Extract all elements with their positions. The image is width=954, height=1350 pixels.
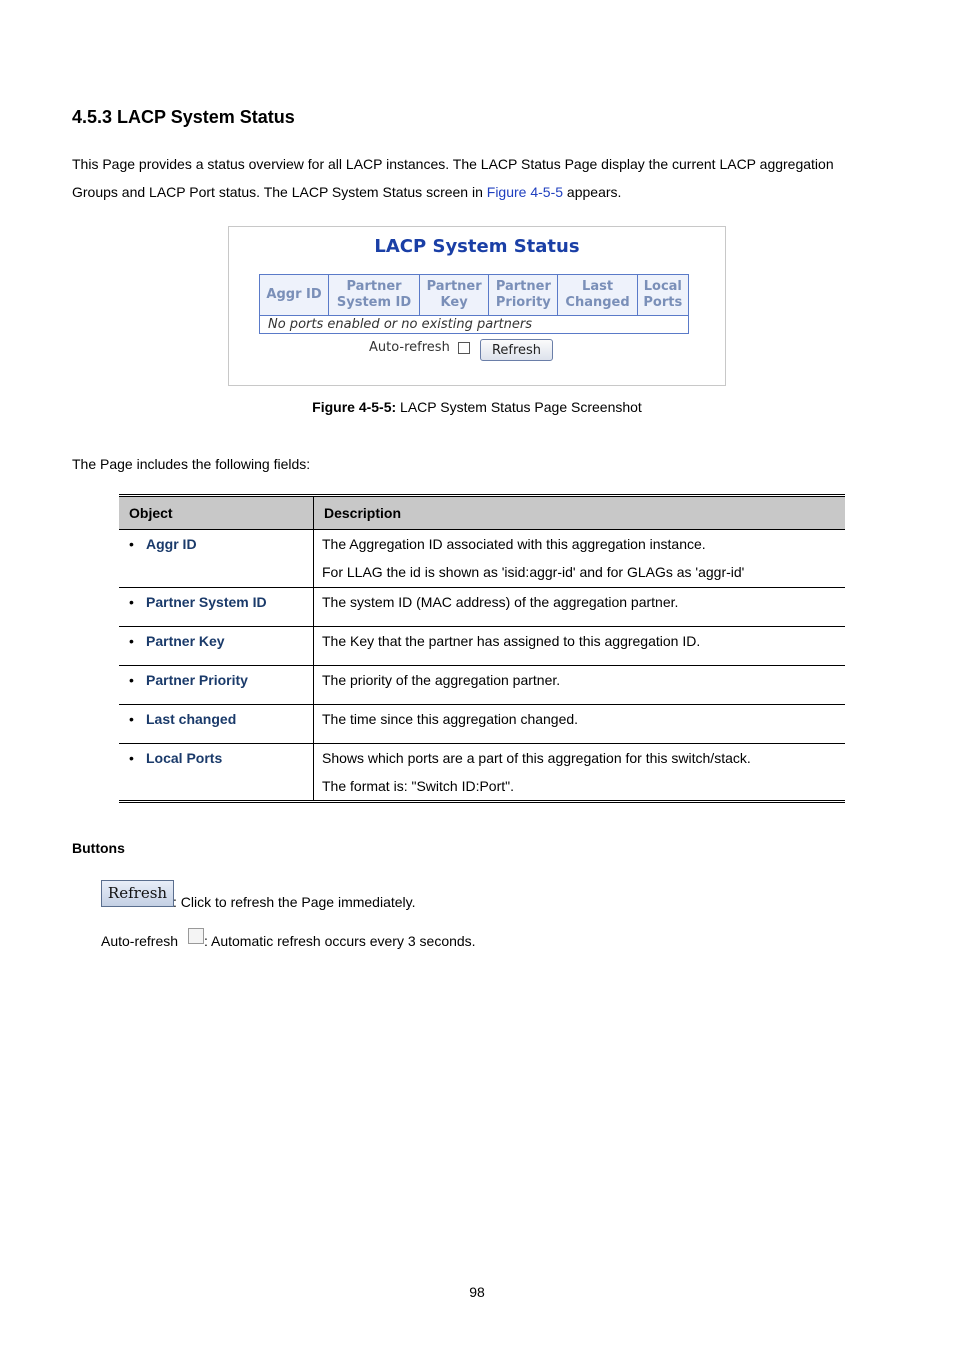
object-cell — [119, 530, 314, 588]
page-number: 98 — [469, 1284, 485, 1300]
table-row — [119, 530, 845, 588]
object-cell — [119, 744, 314, 802]
column-header — [637, 275, 688, 316]
object-name: Partner Key — [146, 633, 225, 649]
column-header — [558, 275, 637, 316]
description-cell — [314, 705, 846, 744]
auto-refresh-checkbox[interactable] — [458, 342, 470, 354]
bullet-icon: • — [129, 633, 134, 649]
column-header — [489, 275, 558, 316]
object-item — [119, 530, 313, 552]
object-cell — [119, 627, 314, 666]
refresh-button-description: : Click to refresh the Page immediately. — [173, 894, 416, 910]
object-name: Aggr ID — [146, 536, 197, 552]
description-cell — [314, 666, 846, 705]
column-header — [260, 275, 329, 316]
screenshot-title: LACP System Status — [374, 236, 580, 257]
description-line: The time since this aggregation changed. — [322, 711, 579, 727]
bullet-icon: • — [129, 672, 134, 688]
empty-message: No ports enabled or no existing partners — [260, 316, 689, 334]
header-description: Description — [314, 496, 846, 530]
column-header-line: Last — [582, 279, 614, 294]
description-cell — [314, 744, 846, 802]
section-heading: 4.5.3 LACP System Status — [72, 107, 295, 127]
table-row — [119, 666, 845, 705]
table-row — [119, 744, 845, 802]
bullet-icon: • — [129, 536, 134, 552]
column-header-line: Priority — [495, 295, 551, 310]
bullet-icon: • — [129, 750, 134, 766]
object-name: Local Ports — [146, 750, 223, 766]
auto-refresh-example-label: Auto-refresh — [101, 933, 179, 949]
buttons-heading: Buttons — [72, 840, 125, 856]
description-line: The Key that the partner has assigned to this aggregation ID. — [322, 633, 701, 649]
intro-text: This Page provides a status overview for all LACP instances. The LACP Status Page display the current LACP aggregation Groups and LACP Port status. The LACP System Status screen in — [72, 156, 834, 200]
description-cell — [314, 530, 846, 588]
auto-refresh-description: : Automatic refresh occurs every 3 seconds. — [204, 933, 476, 949]
fields-table — [119, 494, 845, 803]
auto-refresh-label: Auto-refresh — [369, 340, 450, 355]
table-row — [119, 588, 845, 627]
object-cell — [119, 588, 314, 627]
column-header — [420, 275, 489, 316]
description-line: The Aggregation ID associated with this aggregation instance. — [322, 536, 706, 552]
screenshot-figure — [228, 226, 726, 386]
caption-text: LACP System Status Page Screenshot — [396, 399, 642, 415]
column-header-line: System ID — [336, 295, 412, 310]
description-cell — [314, 627, 846, 666]
auto-refresh-example-checkbox[interactable] — [188, 928, 204, 944]
object-item — [119, 666, 313, 688]
object-item — [119, 744, 313, 766]
column-header-line: Partner — [346, 279, 402, 294]
object-name: Partner Priority — [146, 672, 248, 688]
column-header-line: Partner — [495, 279, 551, 294]
refresh-button[interactable]: Refresh — [480, 339, 553, 361]
column-header-line: Key — [440, 295, 468, 310]
table-row — [119, 705, 845, 744]
description-line: The priority of the aggregation partner. — [322, 672, 561, 688]
figure-caption — [0, 399, 954, 415]
column-header-line: Partner — [426, 279, 482, 294]
column-header-line: Local — [643, 279, 682, 294]
bullet-icon: • — [129, 711, 134, 727]
description-line: Shows which ports are a part of this aggregation for this switch/stack. — [322, 750, 751, 766]
object-item — [119, 705, 313, 727]
object-item — [119, 588, 313, 610]
object-name: Last changed — [146, 711, 237, 727]
object-name: Partner System ID — [146, 594, 267, 610]
fields-intro: The Page includes the following fields: — [72, 456, 311, 472]
lacp-status-table — [259, 274, 689, 334]
intro-text-end: appears. — [563, 184, 622, 200]
caption-label: Figure 4-5-5: — [312, 399, 397, 415]
object-cell — [119, 666, 314, 705]
description-line: For LLAG the id is shown as 'isid:aggr-id' and for GLAGs as 'aggr-id' — [322, 564, 745, 580]
refresh-button-example[interactable]: Refresh — [101, 880, 174, 907]
bullet-icon: • — [129, 594, 134, 610]
column-header-line: Ports — [643, 295, 683, 310]
description-cell — [314, 588, 846, 627]
object-cell — [119, 705, 314, 744]
header-object: Object — [119, 496, 314, 530]
column-header — [329, 275, 420, 316]
column-header-line: Changed — [565, 295, 630, 310]
description-line: The format is: "Switch ID:Port". — [322, 778, 514, 794]
object-item — [119, 627, 313, 649]
figure-link[interactable]: Figure 4-5-5 — [486, 184, 564, 200]
description-line: The system ID (MAC address) of the aggregation partner. — [322, 594, 679, 610]
column-header-line: Aggr ID — [266, 287, 322, 302]
table-row — [119, 627, 845, 666]
intro-paragraph — [72, 150, 872, 206]
